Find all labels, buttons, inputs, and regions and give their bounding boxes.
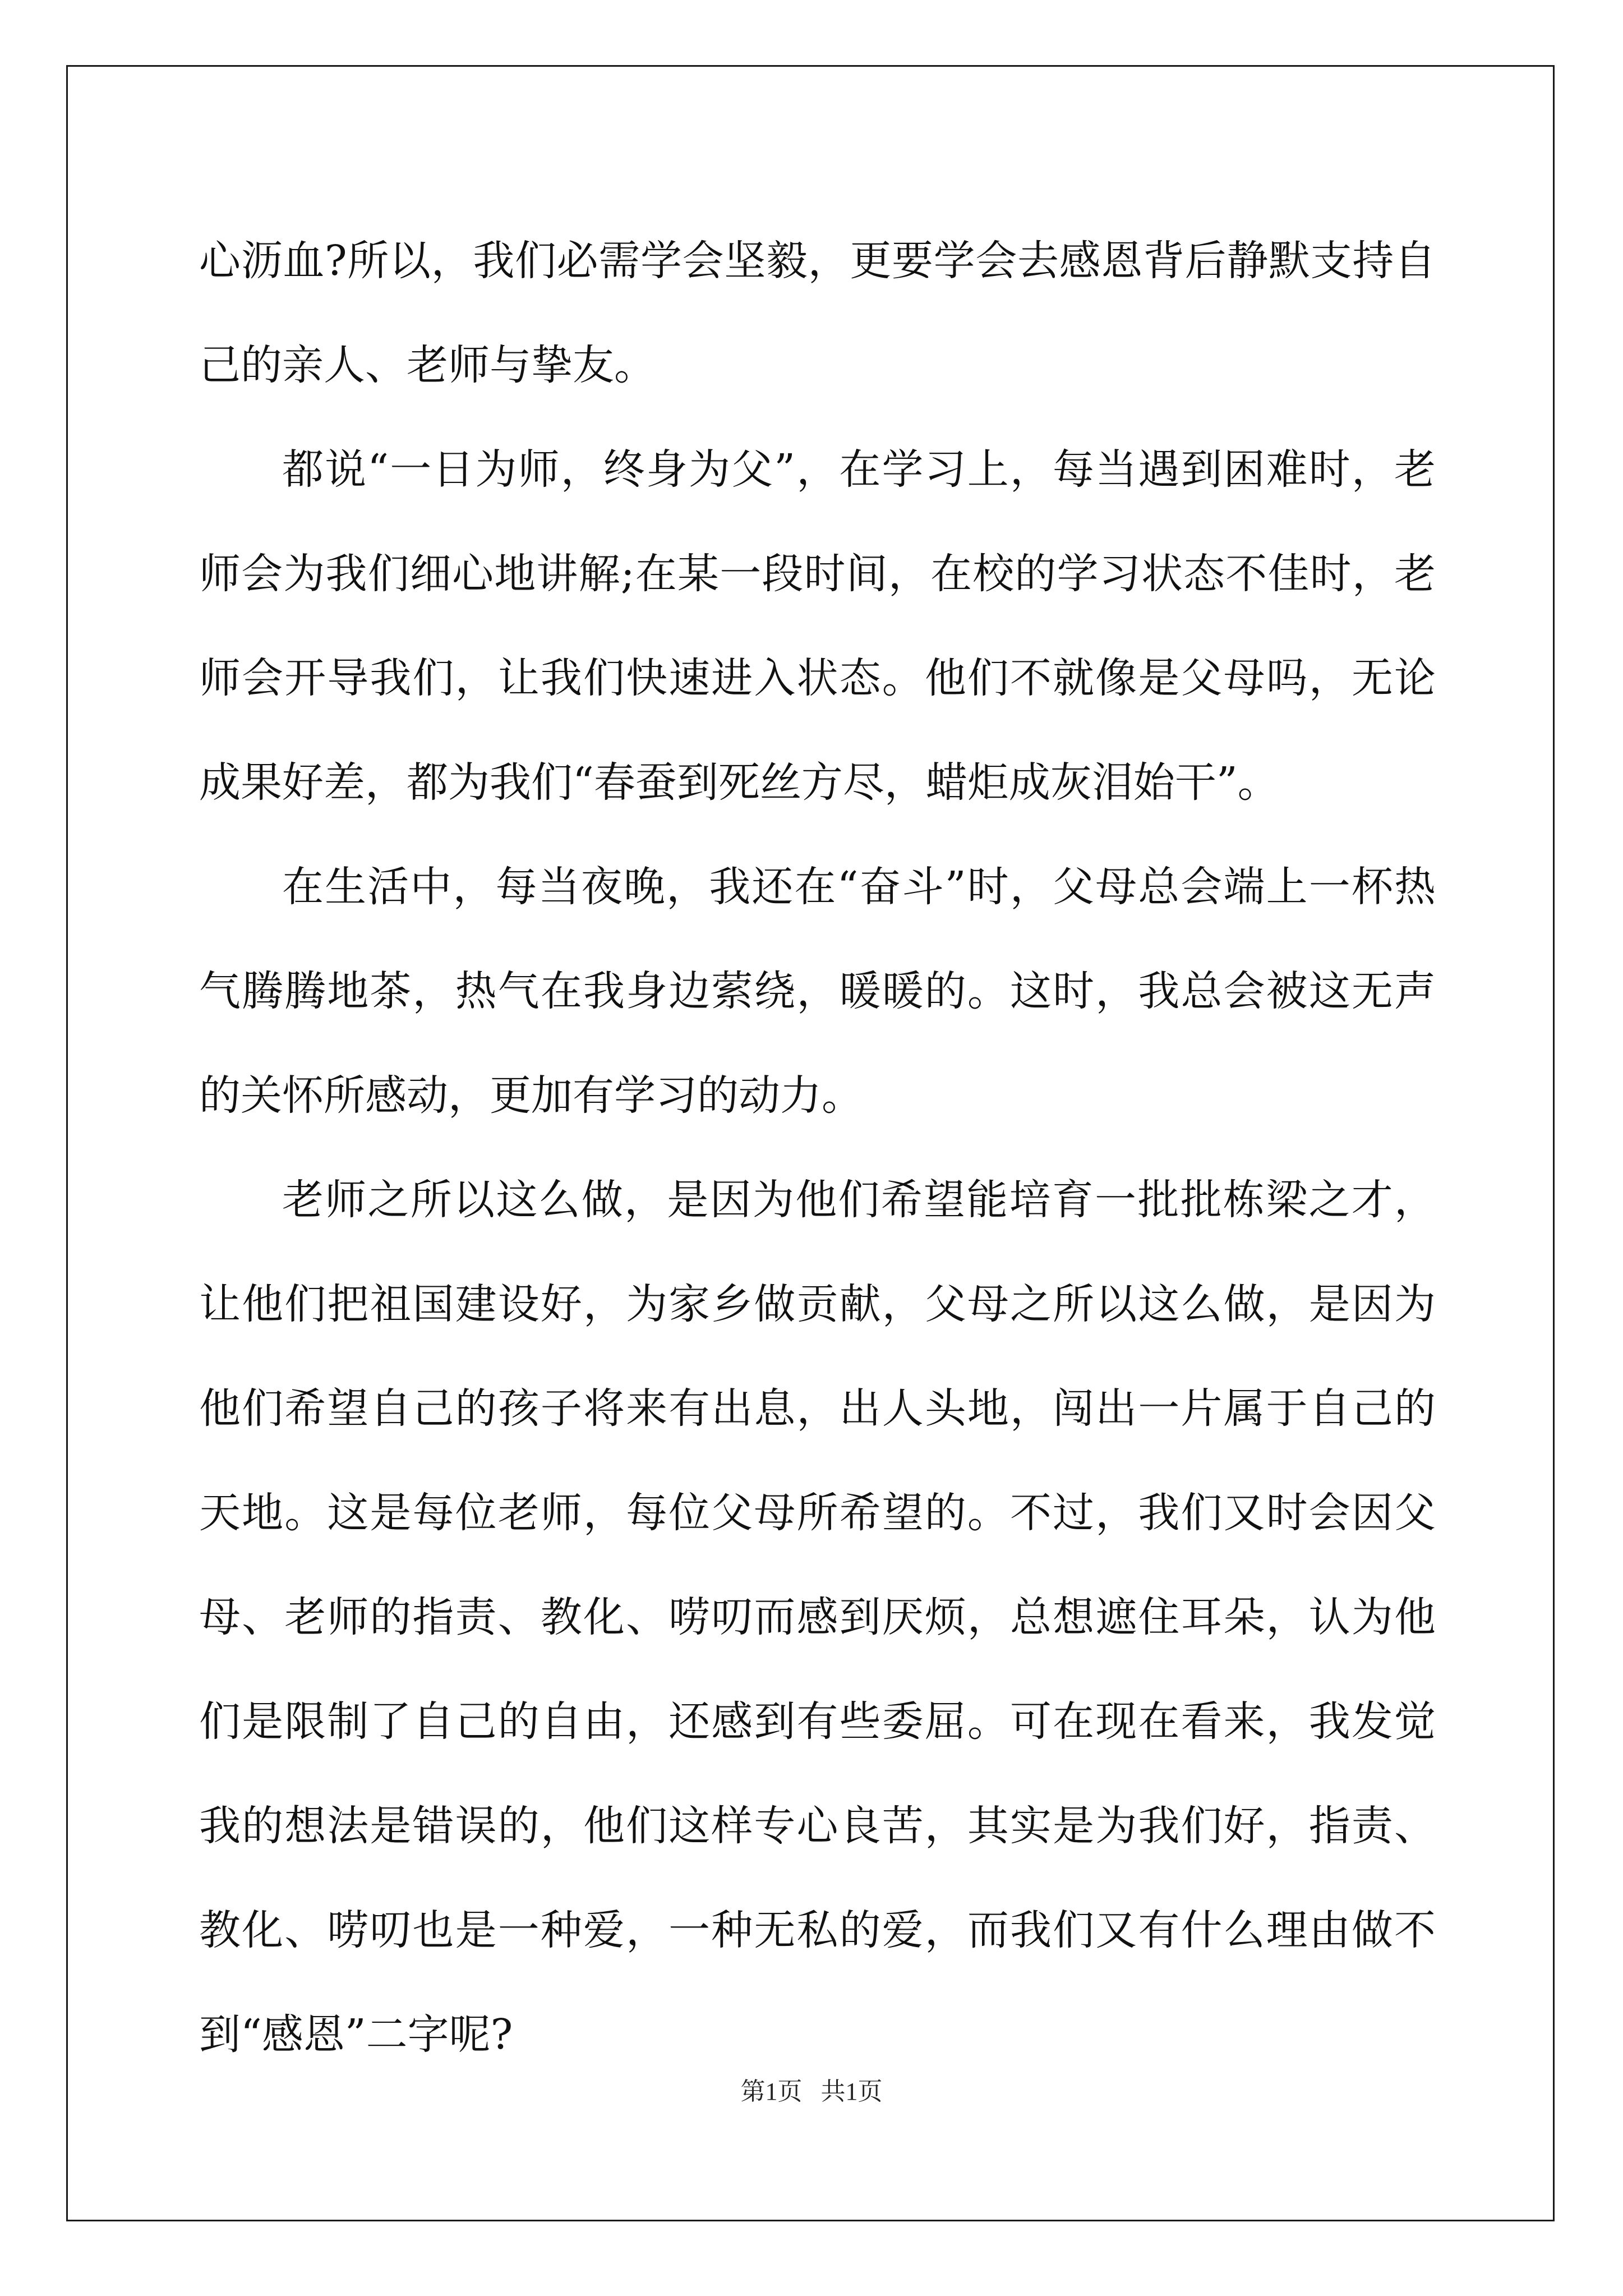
paragraph-4: 老师之所以这么做，是因为他们希望能培育一批批栋梁之才，让他们把祖国建设好，为家乡做贡献，父母之所以这么做，是因为他们希望自己的孩子将来有出息，出人头地，闯出一片属于自己的天地。这是每位老师，每位父母所希望的。不过，我们又时会因父母、老师的指责、教化、唠叨而感到厌烦，总想遮住耳朵，认为他们是限制了自己的自由，还感到有些委屈。可在现在看来，我发觉我的想法是错误的，他们这样专心良苦，其实是为我们好，指责、教化、唠叨也是一种爱，一种无私的爱，而我们又有什么理由做不到“感恩”二字呢? (199, 1176, 1436, 2059)
paragraph-1: 心沥血?所以，我们必需学会坚毅，更要学会去感恩背后静默支持自己的亲人、老师与挚友。 (199, 237, 1436, 389)
paragraph-3: 在生活中，每当夜晚，我还在“奋斗”时，父母总会端上一杯热气腾腾地茶，热气在我身边萦绕，暖暖的。这时，我总会被这无声的关怀所感动，更加有学习的动力。 (199, 863, 1436, 1120)
paragraph-2: 都说“一日为师，终身为父”，在学习上，每当遇到困难时，老师会为我们细心地讲解;在某一段时间，在校的学习状态不佳时，老师会开导我们，让我们快速进入状态。他们不就像是父母吗，无论成果好差，都为我们“春蚕到死丝方尽，蜡炬成灰泪始干”。 (199, 445, 1436, 807)
page-number-footer: 第1页 共1页 (740, 2078, 883, 2105)
document-body (199, 209, 1436, 2087)
